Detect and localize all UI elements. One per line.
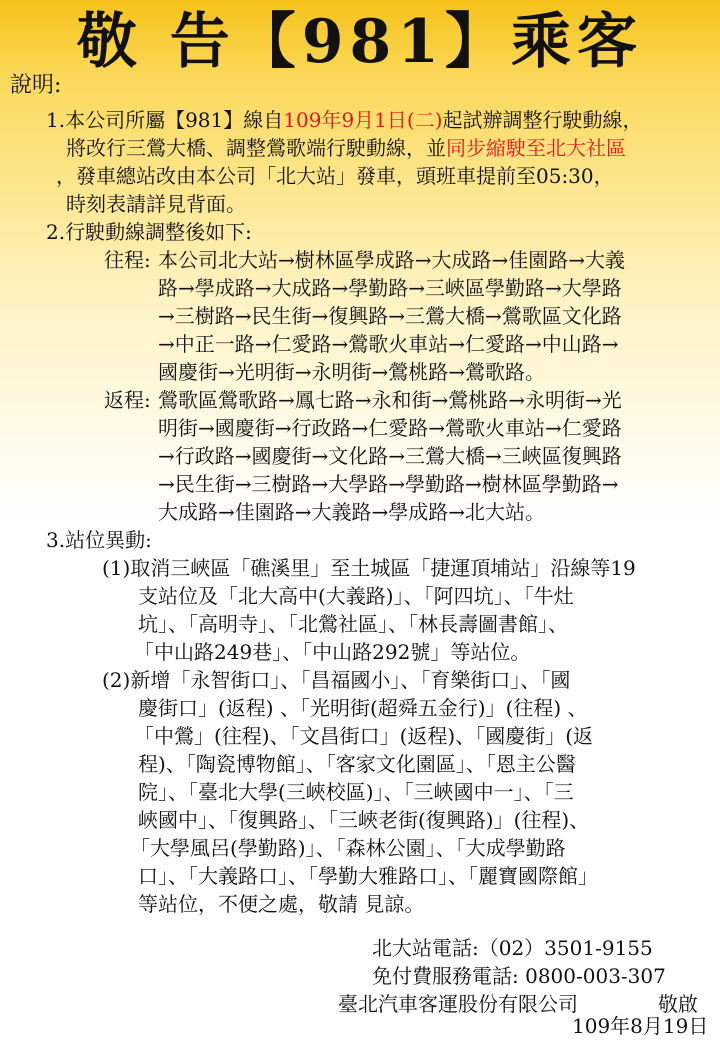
station-phone: 北大站電話:（02）3501-9155 (372, 936, 653, 960)
added-stops-line: 程)、「陶瓷博物館」、「客家文化園區」、「恩主公醫 (138, 752, 576, 776)
added-stops-line: 院」、「臺北大學(三峽校區)」、「三峽國中一」、「三 (138, 780, 574, 804)
added-stops-line: 「中鶯」(往程)、「文昌街口」(返程)、「國慶街」(返 (134, 724, 594, 748)
item2-header: 2.行駛動線調整後如下: (46, 220, 252, 244)
item3-header: 3.站位異動: (46, 528, 152, 552)
item1-shortened-route: 同步縮駛至北大社區 (446, 136, 626, 160)
return-label: 返程: (104, 388, 151, 412)
added-stops-line: 慶街口」(返程) 、「光明街(超舜五金行)」(往程) 、 (138, 696, 588, 720)
outbound-route-line: →三樹路→民生街→復興路→三鶯大橋→鶯歌區文化路 (158, 304, 622, 328)
outbound-label: 往程: (104, 248, 151, 272)
outbound-route-line: 本公司北大站→樹林區學成路→大成路→佳園路→大義 (158, 248, 626, 272)
item1-start-date: 109年9月1日(二) (283, 108, 443, 132)
item1-line2-text: 將改行三鶯大橋、調整鶯歌端行駛動線，並 (66, 136, 446, 160)
respectfully-closing: 敬啟 (658, 992, 698, 1016)
notice-date: 109年8月19日 (572, 1014, 709, 1038)
item1-line3: ，發車總站改由本公司「北大站」發車，頭班車提前至05:30， (56, 164, 614, 188)
outbound-route-line: 路→學成路→大成路→學勤路→三峽區學勤路→大學路 (158, 276, 622, 300)
cancelled-stops-line: 支站位及「北大高中(大義路)」、「阿四坑」、「牛灶 (138, 584, 574, 608)
notice-title: 敬 告【981】乘客 (76, 7, 644, 77)
return-route-line: 明街→國慶街→行政路→仁愛路→鶯歌火車站→仁愛路 (158, 416, 622, 440)
item1-text-post: 起試辦調整行駛動線， (442, 108, 643, 132)
added-stops-line: 等站位，不便之處，敬請 見諒。 (138, 892, 425, 916)
return-route-line: →行政路→國慶街→文化路→三鶯大橋→三峽區復興路 (158, 444, 622, 468)
added-stops-line: 「大學風呂(學勤路)」、「森林公園」、「大成學勤路 (130, 836, 566, 860)
return-route-line: 鶯歌區鶯歌路→鳳七路→永和街→鶯桃路→永明街→光 (158, 388, 622, 412)
item1-text-pre: 1.本公司所屬【981】線自 (46, 108, 284, 132)
outbound-route-line: →中正一路→仁愛路→鶯歌火車站→仁愛路→中山路→ (158, 332, 619, 356)
toll-free-phone: 免付費服務電話: 0800-003-307 (372, 964, 666, 988)
company-name: 臺北汽車客運股份有限公司 (338, 992, 578, 1016)
return-route-line: 大成路→佳園路→大義路→學成路→北大站。 (158, 500, 546, 524)
cancelled-stops-line: 坑」、「高明寺」、「北鶯社區」、「林長壽圖書館」、 (138, 612, 568, 636)
added-stops-line: 峽國中」、「復興路」、「三峽老街(復興路)」(往程)、 (138, 808, 590, 832)
cancelled-stops-line: 「中山路249巷」、「中山路292號」等站位。 (134, 640, 531, 664)
cancelled-stops-line: (1)取消三峽區「礁溪里」至土城區「捷運頂埔站」沿線等19 (102, 556, 636, 580)
added-stops-line: (2)新增「永智街口」、「昌福國小」、「育樂街口」、「國 (102, 668, 571, 692)
item1-line2 (66, 134, 626, 162)
item1-line4: 時刻表請詳見背面。 (66, 192, 246, 216)
outbound-route-line: 國慶街→光明街→永明街→鶯桃路→鶯歌路。 (158, 360, 546, 384)
explanation-heading: 說明: (10, 73, 62, 98)
return-route-line: →民生街→三樹路→大學路→學勤路→樹林區學勤路→ (158, 472, 619, 496)
added-stops-line: 口」、「大義路口」、「學勤大雅路口」、「麗寶國際館」 (138, 864, 598, 888)
item1-line1 (46, 106, 643, 134)
